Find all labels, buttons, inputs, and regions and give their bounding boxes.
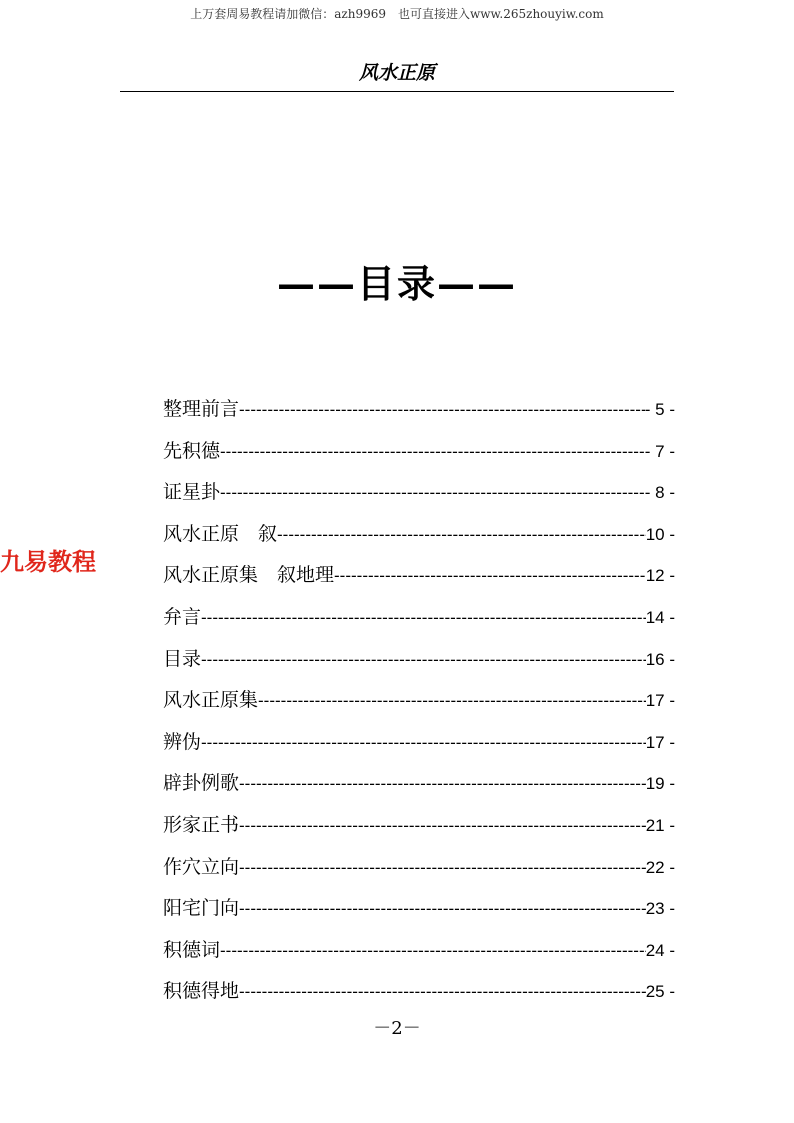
toc-entry-label: 风水正原集 叙地理 [163, 564, 335, 587]
toc-entry-label: 整理前言 [163, 398, 240, 420]
toc-entry[interactable] [163, 680, 675, 722]
toc-entry-page: 19 - [645, 774, 675, 794]
toc-entry-page: 12 - [645, 566, 675, 586]
toc-entry-label: 先积德 [163, 439, 221, 462]
toc-entry[interactable] [163, 805, 675, 847]
toc-leader [201, 639, 646, 681]
toc-leader [201, 597, 646, 639]
toc-entry-page: - 5 - [644, 400, 675, 419]
toc-entry[interactable] [163, 722, 675, 764]
toc-entry-page: 22 - [645, 857, 675, 877]
toc-entry-label: 作穴立向 [163, 855, 240, 878]
toc-entry-label: 弁言 [163, 605, 202, 628]
toc-entry[interactable] [163, 639, 675, 681]
toc-entry-label: 证星卦 [163, 481, 221, 504]
toc-leader [239, 888, 646, 930]
toc-entry-page: 23 - [645, 899, 675, 919]
toc-leader [239, 971, 646, 1013]
toc-entry-page: 21 - [645, 815, 675, 835]
toc-entry[interactable] [163, 472, 675, 514]
toc-entry[interactable] [163, 597, 675, 639]
promo-note: 上万套周易教程请加微信：azh9969 也可直接进入www.265zhouyiw.com [190, 7, 604, 21]
toc-entry[interactable] [163, 389, 675, 431]
toc-entry-page: 17 - [645, 691, 675, 711]
toc-entry[interactable] [163, 847, 675, 889]
toc-entry-page: 25 - [645, 982, 675, 1002]
toc-entry[interactable] [163, 971, 675, 1013]
toc-entry-label: 形家正书 [163, 813, 240, 836]
toc-entry-page: - 7 - [644, 441, 675, 461]
toc-leader [239, 805, 646, 847]
toc-leader [239, 847, 646, 889]
toc-entry-label: 积德得地 [163, 980, 240, 1003]
header-rule [120, 91, 674, 92]
toc-leader [220, 472, 645, 514]
toc-entry-page: - 8 - [644, 483, 675, 503]
toc-entry-label: 风水正原 叙 [163, 522, 278, 545]
toc-entry-page: 10 - [645, 524, 675, 544]
toc-leader [277, 514, 646, 556]
toc-entry-label: 风水正原集 [163, 689, 259, 712]
toc-leader [220, 930, 646, 972]
toc-entry-page: 16 - [645, 649, 675, 669]
toc-entry-label: 积德词 [163, 938, 221, 961]
toc-entry-page: 14 - [645, 607, 675, 627]
toc-entry[interactable] [163, 555, 675, 597]
toc-entry-label: 辨伪 [163, 730, 202, 753]
toc-leader [201, 722, 646, 764]
toc-leader [334, 555, 646, 597]
toc-leader [239, 389, 645, 431]
watermark: 九易教程 [0, 548, 96, 576]
toc-entry-label: 目录 [163, 647, 202, 670]
toc-list [163, 389, 675, 1013]
toc-leader [239, 763, 646, 805]
toc-entry[interactable] [163, 431, 675, 473]
toc-entry[interactable] [163, 930, 675, 972]
toc-entry[interactable] [163, 888, 675, 930]
toc-entry[interactable] [163, 763, 675, 805]
toc-entry-page: 24 - [645, 940, 675, 960]
toc-leader [258, 680, 646, 722]
toc-entry[interactable] [163, 514, 675, 556]
toc-entry-label: 阳宅门向 [163, 897, 240, 920]
page-number: －2－ [373, 1018, 421, 1039]
running-header: 风水正原 [358, 62, 435, 84]
toc-entry-label: 辟卦例歌 [163, 772, 240, 795]
toc-title: ——目录—— [276, 261, 517, 306]
toc-leader [220, 431, 645, 473]
toc-entry-page: 17 - [645, 732, 675, 752]
